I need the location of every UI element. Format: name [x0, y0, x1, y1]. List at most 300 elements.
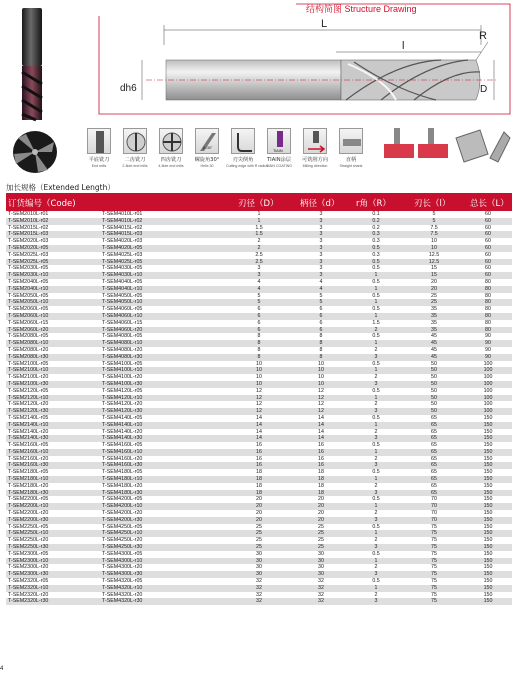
table-cell: T-SEM4100L-r30: [102, 380, 143, 387]
table-cell: 12: [256, 401, 262, 408]
table-cell: 3: [374, 516, 378, 523]
label-l: l: [402, 40, 405, 52]
table-cell: 0.5: [372, 278, 380, 285]
table-header: [6, 193, 512, 211]
table-cell: 0.2: [372, 217, 380, 224]
table-row: [6, 517, 512, 524]
table-cell: 4: [257, 278, 261, 285]
table-cell: 3: [319, 217, 323, 224]
table-cell: 3: [374, 489, 378, 496]
table-cell: T-SEM2140L-r30: [8, 435, 49, 442]
coating-icon: TiAlN: [267, 128, 291, 154]
table-cell: T-SEM4100L-r10: [102, 367, 143, 374]
table-cell: 1: [374, 584, 378, 591]
table-cell: 18: [318, 482, 324, 489]
table-cell: T-SEM4200L-r30: [102, 516, 143, 523]
table-cell: 65: [431, 414, 437, 421]
table-cell: 30: [256, 550, 262, 557]
table-cell: T-SEM2300L-r05: [8, 550, 49, 557]
table-cell: 65: [431, 469, 437, 476]
table-cell: 75: [431, 530, 437, 537]
table-cell: 50: [431, 394, 437, 401]
table-cell: 150: [483, 557, 493, 564]
header-d-cut: 刃径（D）: [238, 199, 279, 209]
table-row: [6, 354, 512, 361]
table-cell: 75: [431, 571, 437, 578]
table-cell: 35: [431, 312, 437, 319]
table-cell: 7.5: [430, 224, 438, 231]
table-cell: T-SEM2160L-r10: [8, 448, 49, 455]
table-cell: 50: [431, 367, 437, 374]
table-cell: 80: [485, 312, 491, 319]
table-cell: 150: [483, 428, 493, 435]
table-cell: 15: [431, 265, 437, 272]
table-cell: 3: [374, 435, 378, 442]
table-cell: 12.5: [428, 258, 440, 265]
table-cell: 150: [483, 442, 493, 449]
table-cell: 75: [431, 544, 437, 551]
table-cell: T-SEM2120L-r30: [8, 408, 49, 415]
table-cell: T-SEM4140L-r20: [102, 428, 143, 435]
table-cell: 3: [319, 265, 323, 272]
table-cell: 20: [256, 503, 262, 510]
table-cell: T-SEM2160L-r30: [8, 462, 49, 469]
table-cell: 2: [374, 564, 378, 571]
table-cell: 1.5: [255, 231, 263, 238]
table-cell: 2: [374, 482, 378, 489]
table-cell: 0.5: [372, 387, 380, 394]
table-cell: T-SEM4100L-r20: [102, 374, 143, 381]
table-cell: 65: [431, 421, 437, 428]
table-cell: 25: [318, 544, 324, 551]
table-cell: T-SEM2250L-r30: [8, 544, 49, 551]
table-cell: 8: [319, 346, 323, 353]
table-cell: 150: [483, 550, 493, 557]
table-cell: 150: [483, 578, 493, 585]
table-cell: T-SEM4320L-r20: [102, 591, 143, 598]
table-cell: 3: [319, 238, 323, 245]
table-cell: T-SEM2080L-r30: [8, 353, 49, 360]
section-title: 加长规格（Extended Length）: [6, 183, 115, 192]
table-cell: 0.5: [372, 414, 380, 421]
table-cell: 18: [256, 476, 262, 483]
table-cell: T-SEM4050L-r10: [102, 299, 143, 306]
table-cell: 70: [431, 516, 437, 523]
table-row: [6, 333, 512, 340]
table-cell: 150: [483, 496, 493, 503]
table-cell: 65: [431, 476, 437, 483]
table-cell: 150: [483, 489, 493, 496]
table-cell: 60: [485, 238, 491, 245]
table-cell: T-SEM2180L-r10: [8, 476, 49, 483]
table-row: [6, 571, 512, 578]
table-cell: 18: [318, 469, 324, 476]
table-row: [6, 422, 512, 429]
table-cell: 16: [318, 442, 324, 449]
table-cell: 75: [431, 564, 437, 571]
table-cell: T-SEM4050L-r05: [102, 292, 143, 299]
table-row: [6, 252, 512, 259]
table-cell: 6: [319, 312, 323, 319]
table-cell: 0.5: [372, 469, 380, 476]
two-flute-icon: [123, 128, 147, 154]
table-cell: 100: [483, 394, 493, 401]
table-cell: T-SEM2120L-r05: [8, 387, 49, 394]
table-cell: 70: [431, 503, 437, 510]
table-row: [6, 578, 512, 585]
table-cell: 1: [374, 285, 378, 292]
flat-end-icon: [87, 128, 111, 154]
table-cell: 16: [256, 455, 262, 462]
feature-four-flute: 四齿铣刀 4-flute end mills: [154, 128, 188, 169]
table-cell: 20: [318, 503, 324, 510]
table-cell: 150: [483, 530, 493, 537]
table-cell: 14: [256, 428, 262, 435]
table-cell: 10: [431, 244, 437, 251]
table-cell: 150: [483, 414, 493, 421]
table-cell: T-SEM4320L-r30: [102, 598, 143, 605]
table-cell: T-SEM4320L-r10: [102, 584, 143, 591]
table-cell: 18: [256, 482, 262, 489]
table-row: [6, 510, 512, 517]
table-cell: 10: [256, 367, 262, 374]
table-cell: 30: [318, 550, 324, 557]
table-cell: T-SEM4160L-r20: [102, 455, 143, 462]
table-cell: 25: [256, 544, 262, 551]
table-cell: 2: [374, 591, 378, 598]
table-cell: 20: [318, 516, 324, 523]
table-cell: T-SEM2040L-r10: [8, 285, 49, 292]
table-cell: 70: [431, 496, 437, 503]
table-row: [6, 449, 512, 456]
table-cell: T-SEM2250L-r10: [8, 530, 49, 537]
table-cell: 3: [319, 244, 323, 251]
table-cell: 35: [431, 306, 437, 313]
table-cell: T-SEM2160L-r05: [8, 442, 49, 449]
table-cell: T-SEM4010L-r02: [102, 217, 143, 224]
drawing-lines: [96, 0, 512, 118]
table-cell: 3: [319, 258, 323, 265]
table-cell: 80: [485, 326, 491, 333]
table-cell: T-SEM2320L-r30: [8, 598, 49, 605]
table-row: [6, 340, 512, 347]
table-cell: 2: [257, 238, 261, 245]
table-cell: 50: [431, 401, 437, 408]
table-cell: T-SEM2300L-r30: [8, 571, 49, 578]
table-cell: 65: [431, 442, 437, 449]
table-cell: 80: [485, 278, 491, 285]
label-L: L: [321, 18, 328, 30]
table-cell: T-SEM4250L-r05: [102, 523, 143, 530]
table-cell: T-SEM2010L-r02: [8, 217, 49, 224]
table-cell: 0.5: [372, 550, 380, 557]
table-cell: T-SEM2140L-r10: [8, 421, 49, 428]
table-cell: 14: [318, 414, 324, 421]
table-cell: 1.5: [372, 319, 380, 326]
table-cell: 1: [374, 299, 378, 306]
table-cell: T-SEM2300L-r20: [8, 564, 49, 571]
table-cell: 150: [483, 448, 493, 455]
table-cell: 150: [483, 544, 493, 551]
table-cell: T-SEM2120L-r20: [8, 401, 49, 408]
table-cell: 45: [431, 333, 437, 340]
header-r: r角（R）: [356, 199, 391, 209]
table-cell: 2.5: [255, 251, 263, 258]
table-cell: T-SEM4250L-r10: [102, 530, 143, 537]
table-cell: 32: [256, 598, 262, 605]
table-cell: 100: [483, 380, 493, 387]
table-cell: 35: [431, 319, 437, 326]
table-cell: 20: [256, 516, 262, 523]
table-cell: 0.5: [372, 292, 380, 299]
table-cell: T-SEM2300L-r10: [8, 557, 49, 564]
table-cell: 25: [318, 523, 324, 530]
table-cell: T-SEM4020L-r05: [102, 244, 143, 251]
table-cell: 150: [483, 421, 493, 428]
table-cell: 18: [318, 476, 324, 483]
table-cell: 25: [256, 523, 262, 530]
table-cell: 8: [319, 353, 323, 360]
table-cell: T-SEM2015L-r03: [8, 231, 49, 238]
table-cell: T-SEM2200L-r20: [8, 510, 49, 517]
table-cell: T-SEM2080L-r10: [8, 340, 49, 347]
table-row: [6, 490, 512, 497]
table-row: [6, 456, 512, 463]
table-cell: T-SEM4300L-r05: [102, 550, 143, 557]
table-row: [6, 408, 512, 415]
table-cell: 150: [483, 591, 493, 598]
table-cell: 30: [318, 571, 324, 578]
table-cell: 150: [483, 482, 493, 489]
table-cell: 2: [374, 401, 378, 408]
table-cell: T-SEM2200L-r30: [8, 516, 49, 523]
table-cell: 50: [431, 387, 437, 394]
table-row: [6, 592, 512, 599]
table-cell: 0.5: [372, 265, 380, 272]
table-cell: 70: [431, 510, 437, 517]
table-row: [6, 388, 512, 395]
table-row: [6, 225, 512, 232]
table-cell: 1: [374, 448, 378, 455]
table-cell: 20: [318, 510, 324, 517]
table-cell: T-SEM2320L-r20: [8, 591, 49, 598]
table-cell: 32: [256, 591, 262, 598]
table-cell: T-SEM4140L-r10: [102, 421, 143, 428]
table-cell: 6: [319, 326, 323, 333]
table-cell: 0.5: [372, 578, 380, 585]
table-cell: 90: [485, 333, 491, 340]
table-cell: T-SEM2015L-r02: [8, 224, 49, 231]
table-cell: 6: [257, 306, 261, 313]
table-cell: 1: [374, 421, 378, 428]
table-cell: T-SEM2140L-r20: [8, 428, 49, 435]
table-cell: 65: [431, 435, 437, 442]
table-cell: 14: [318, 435, 324, 442]
header-flute-length: 刃长（l）: [414, 199, 451, 209]
table-cell: 8: [257, 340, 261, 347]
table-cell: 30: [256, 557, 262, 564]
table-cell: 75: [431, 537, 437, 544]
table-cell: 150: [483, 503, 493, 510]
table-row: [6, 476, 512, 483]
corner-radius-icon: [231, 128, 255, 154]
table-cell: 80: [485, 292, 491, 299]
table-row: [6, 462, 512, 469]
table-row: [6, 598, 512, 605]
table-cell: 2: [374, 326, 378, 333]
table-cell: 150: [483, 516, 493, 523]
table-cell: 5: [257, 299, 261, 306]
table-cell: 75: [431, 584, 437, 591]
table-cell: 4: [319, 278, 323, 285]
table-cell: 3: [257, 265, 261, 272]
table-row: [6, 313, 512, 320]
table-cell: 0.5: [372, 333, 380, 340]
table-row: [6, 544, 512, 551]
table-cell: 32: [318, 578, 324, 585]
table-cell: T-SEM2060L-r05: [8, 306, 49, 313]
table-cell: T-SEM2200L-r05: [8, 496, 49, 503]
feature-coating: TiAlN TIAlN涂层 TIAlN COATING: [262, 128, 296, 169]
table-cell: 10: [318, 374, 324, 381]
table-cell: T-SEM2025L-r03: [8, 251, 49, 258]
table-cell: 1: [374, 367, 378, 374]
table-row: [6, 272, 512, 279]
table-cell: T-SEM2030L-r10: [8, 272, 49, 279]
table-cell: 1: [374, 557, 378, 564]
table-cell: 14: [318, 428, 324, 435]
table-row: [6, 564, 512, 571]
table-cell: 0.2: [372, 224, 380, 231]
table-cell: T-SEM2320L-r10: [8, 584, 49, 591]
table-body: [6, 211, 512, 605]
table-row: [6, 496, 512, 503]
table-cell: T-SEM2180L-r20: [8, 482, 49, 489]
table-cell: 50: [431, 380, 437, 387]
table-cell: 30: [318, 564, 324, 571]
feature-icons: [82, 128, 512, 183]
table-cell: 14: [256, 435, 262, 442]
table-cell: T-SEM4040L-r05: [102, 278, 143, 285]
structure-drawing: [96, 0, 512, 118]
table-row: [6, 585, 512, 592]
table-cell: T-SEM4120L-r05: [102, 387, 143, 394]
table-row: [6, 503, 512, 510]
table-cell: T-SEM4180L-r30: [102, 489, 143, 496]
table-cell: 1: [374, 272, 378, 279]
table-cell: 3: [374, 571, 378, 578]
table-cell: 6: [257, 319, 261, 326]
table-cell: 150: [483, 598, 493, 605]
table-row: [6, 279, 512, 286]
table-cell: T-SEM2250L-r20: [8, 537, 49, 544]
table-row: [6, 374, 512, 381]
table-cell: 90: [485, 353, 491, 360]
table-cell: 60: [485, 265, 491, 272]
table-row: [6, 218, 512, 225]
milling-direction-icon: [303, 128, 327, 154]
table-cell: 18: [256, 489, 262, 496]
table-cell: T-SEM4060L-r05: [102, 306, 143, 313]
table-cell: 10: [318, 367, 324, 374]
table-cell: 16: [256, 462, 262, 469]
table-cell: T-SEM2080L-r05: [8, 333, 49, 340]
table-cell: 60: [485, 258, 491, 265]
table-cell: T-SEM4320L-r05: [102, 578, 143, 585]
label-dh6: dh6: [120, 83, 137, 94]
table-cell: 12: [256, 387, 262, 394]
table-row: [6, 299, 512, 306]
table-cell: 32: [256, 584, 262, 591]
table-cell: 4: [257, 285, 261, 292]
table-cell: T-SEM2060L-r20: [8, 326, 49, 333]
table-cell: 75: [431, 550, 437, 557]
table-row: [6, 320, 512, 327]
header-code: 订货编号（Code): [8, 199, 76, 209]
table-cell: T-SEM2010L-r01: [8, 211, 49, 217]
table-cell: 6: [257, 326, 261, 333]
table-cell: 3: [319, 272, 323, 279]
table-cell: 2: [374, 537, 378, 544]
feature-corner-radius: 刃尖倒角 Cutting edge with R radius: [226, 128, 260, 169]
table-cell: T-SEM4180L-r20: [102, 482, 143, 489]
table-cell: 65: [431, 428, 437, 435]
table-cell: T-SEM4120L-r20: [102, 401, 143, 408]
table-cell: T-SEM4200L-r20: [102, 510, 143, 517]
table-cell: 14: [256, 421, 262, 428]
table-cell: 3: [374, 380, 378, 387]
table-cell: 20: [318, 496, 324, 503]
table-row: [6, 381, 512, 388]
table-cell: 12: [318, 387, 324, 394]
table-cell: 150: [483, 435, 493, 442]
table-cell: 0.3: [372, 231, 380, 238]
table-cell: 0.5: [372, 306, 380, 313]
table-cell: T-SEM2060L-r15: [8, 319, 49, 326]
table-cell: 18: [256, 469, 262, 476]
table-cell: 150: [483, 564, 493, 571]
table-cell: 35: [431, 326, 437, 333]
table-cell: 10: [256, 380, 262, 387]
table-cell: 3: [374, 544, 378, 551]
table-cell: T-SEM2200L-r10: [8, 503, 49, 510]
table-cell: 90: [485, 340, 491, 347]
table-cell: T-SEM4020L-r03: [102, 238, 143, 245]
table-cell: T-SEM4300L-r30: [102, 571, 143, 578]
table-cell: 0.5: [372, 442, 380, 449]
table-cell: 3: [374, 408, 378, 415]
drawing-title-en: Structure Drawing: [344, 4, 417, 14]
end-mill-tip-photo: [6, 128, 64, 176]
table-cell: 100: [483, 387, 493, 394]
table-cell: T-SEM2100L-r30: [8, 380, 49, 387]
table-cell: 100: [483, 401, 493, 408]
table-cell: 45: [431, 346, 437, 353]
table-cell: 10: [318, 380, 324, 387]
table-cell: 32: [318, 591, 324, 598]
table-cell: T-SEM4030L-r05: [102, 265, 143, 272]
table-row: [6, 395, 512, 402]
table-cell: 30: [318, 557, 324, 564]
table-cell: 8: [257, 333, 261, 340]
table-cell: 1: [374, 394, 378, 401]
table-cell: 75: [431, 591, 437, 598]
table-cell: 100: [483, 367, 493, 374]
table-cell: 0.5: [372, 360, 380, 367]
table-cell: 65: [431, 448, 437, 455]
table-cell: 5: [257, 292, 261, 299]
table-cell: 60: [485, 211, 491, 217]
